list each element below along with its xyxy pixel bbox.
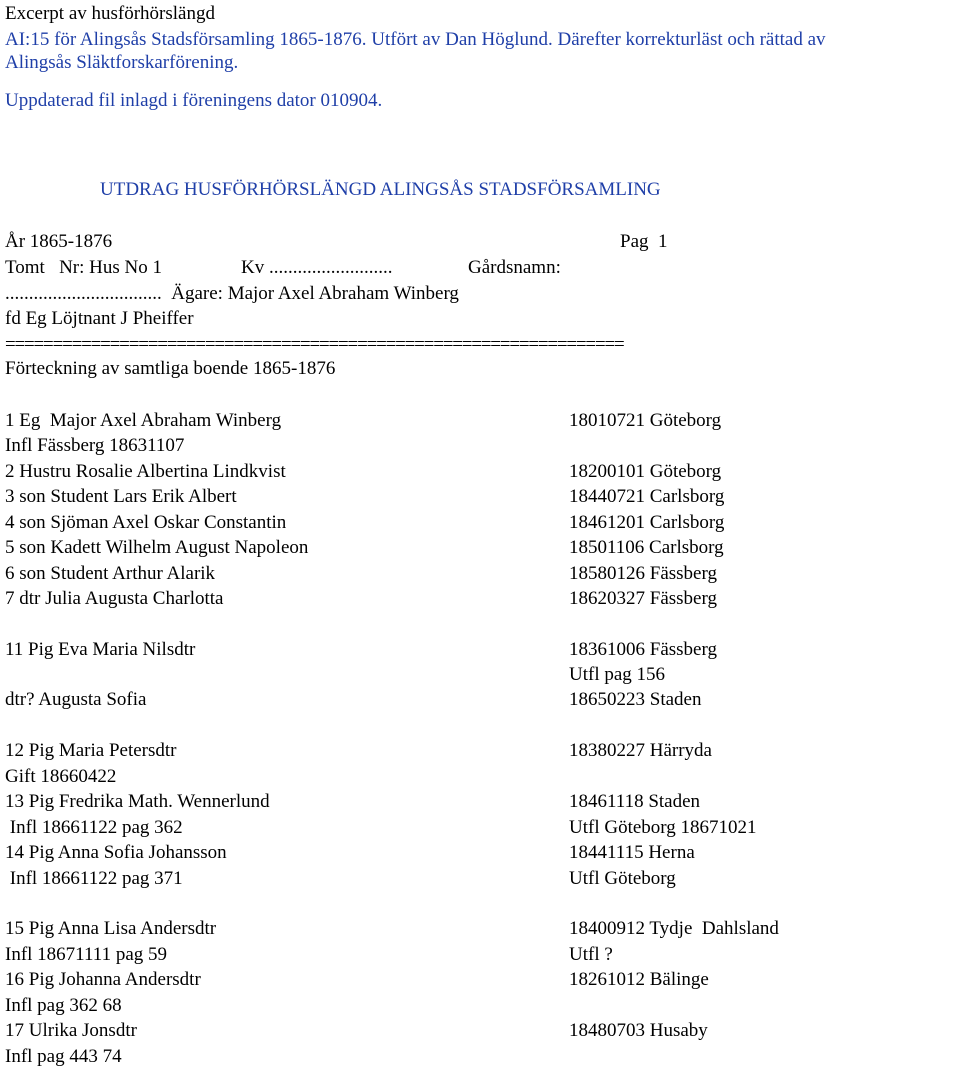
row-right: Utfl Göteborg 18671021 (569, 817, 757, 838)
list-heading: Förteckning av samtliga boende 1865-1876 (5, 358, 336, 379)
row-left: 2 Hustru Rosalie Albertina Lindkvist (5, 461, 286, 482)
row-left: 12 Pig Maria Petersdtr (5, 740, 177, 761)
row-left: 17 Ulrika Jonsdtr (5, 1020, 137, 1041)
row-right: 18200101 Göteborg (569, 461, 722, 482)
row-right: 18441115 Herna (569, 842, 695, 863)
document-title: UTDRAG HUSFÖRHÖRSLÄNGD ALINGSÅS STADSFÖRSAMLING (100, 179, 661, 200)
row-left: Infl 18661122 pag 371 (5, 868, 183, 889)
row-left: Infl 18671111 pag 59 (5, 944, 168, 965)
former-owner-line: fd Eg Löjtnant J Pheiffer (5, 308, 194, 329)
row-right: Utfl Göteborg (569, 868, 676, 889)
gardsnamn-label: Gårdsnamn: (468, 257, 561, 278)
year-range: År 1865-1876 (5, 231, 113, 252)
row-left: Gift 18660422 (5, 766, 117, 787)
row-left: 3 son Student Lars Erik Albert (5, 486, 237, 507)
row-right: Utfl ? (569, 944, 613, 965)
separator-line: ================================================================= (5, 334, 624, 355)
row-left: 1 Eg Major Axel Abraham Winberg (5, 410, 282, 431)
tomt-label: Tomt Nr: Hus No 1 (5, 257, 163, 278)
header-line-4: Uppdaterad fil inlagd i föreningens dator 010904. (5, 90, 383, 111)
row-right: 18480703 Husaby (569, 1020, 708, 1041)
header-line-2: AI:15 för Alingsås Stadsförsamling 1865-1876. Utfört av Dan Höglund. Därefter korrekturläst och rättad av (5, 29, 826, 50)
row-right: 18400912 Tydje Dahlsland (569, 918, 779, 939)
row-right: 18440721 Carlsborg (569, 486, 725, 507)
row-right: 18461118 Staden (569, 791, 701, 812)
row-left: Infl pag 443 74 (5, 1046, 122, 1067)
row-right: 18580126 Fässberg (569, 563, 717, 584)
page-number: Pag 1 (620, 231, 668, 252)
row-right: 18361006 Fässberg (569, 639, 717, 660)
row-left: 5 son Kadett Wilhelm August Napoleon (5, 537, 309, 558)
row-right: Utfl pag 156 (569, 664, 666, 685)
row-right: 18380227 Härryda (569, 740, 712, 761)
row-left: 14 Pig Anna Sofia Johansson (5, 842, 227, 863)
row-left: Infl pag 362 68 (5, 995, 122, 1016)
header-line-3: Alingsås Släktforskarförening. (5, 52, 239, 73)
row-left: 6 son Student Arthur Alarik (5, 563, 216, 584)
row-left: 7 dtr Julia Augusta Charlotta (5, 588, 224, 609)
row-left: 4 son Sjöman Axel Oskar Constantin (5, 512, 287, 533)
row-left: 16 Pig Johanna Andersdtr (5, 969, 201, 990)
row-left: 11 Pig Eva Maria Nilsdtr (5, 639, 196, 660)
row-right: 18261012 Bälinge (569, 969, 709, 990)
header-line-1: Excerpt av husförhörslängd (5, 3, 215, 24)
row-right: 18461201 Carlsborg (569, 512, 725, 533)
row-right: 18620327 Fässberg (569, 588, 717, 609)
row-left: 15 Pig Anna Lisa Andersdtr (5, 918, 217, 939)
kv-label: Kv .......................... (241, 257, 393, 278)
row-left: Infl Fässberg 18631107 (5, 435, 185, 456)
row-left: Infl 18661122 pag 362 (5, 817, 183, 838)
row-left: dtr? Augusta Sofia (5, 689, 147, 710)
owner-line: ................................. Ägare: Major Axel Abraham Winberg (5, 283, 459, 304)
row-right: 18010721 Göteborg (569, 410, 722, 431)
row-right: 18501106 Carlsborg (569, 537, 724, 558)
row-left: 13 Pig Fredrika Math. Wennerlund (5, 791, 270, 812)
row-right: 18650223 Staden (569, 689, 702, 710)
